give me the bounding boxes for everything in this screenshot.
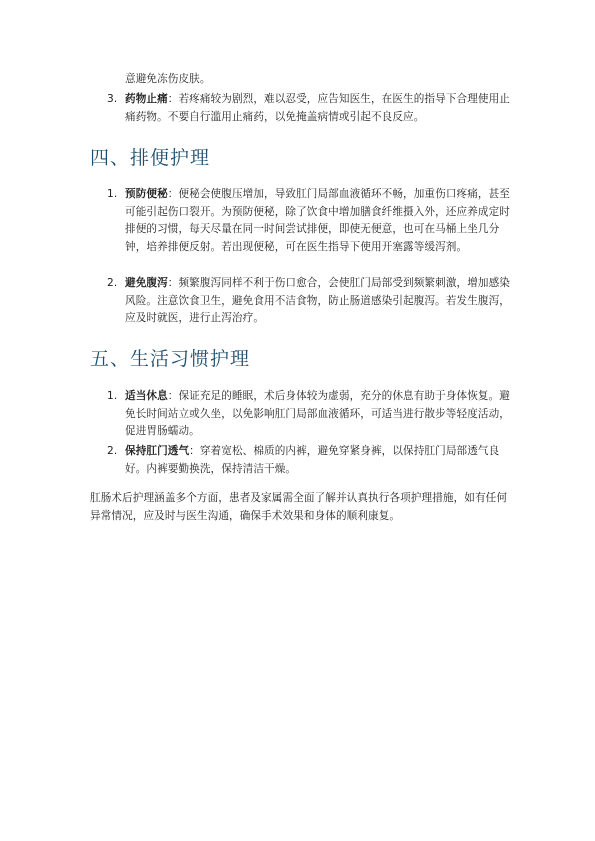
section-heading-bowel-care: 四、排便护理	[90, 147, 211, 169]
list-item-body	[125, 186, 515, 256]
list-number: 1.	[107, 390, 118, 402]
list-number: 3.	[107, 93, 118, 105]
list-item-text: ：若疼痛较为剧烈，难以忍受，应告知医生，在医生的指导下合理使用止痛药物。不要自行滥用止痛药，以免掩盖病情或引起不良反应。	[125, 93, 510, 123]
conclusion-paragraph: 肛肠术后护理涵盖多个方面，患者及家属需全面了解并认真执行各项护理措施，如有任何异常情况，应及时与医生沟通，确保手术效果和身体的顺利康复。	[90, 492, 508, 522]
list-item-term: 预防便秘	[125, 188, 168, 200]
list-item-term: 适当休息	[125, 390, 168, 402]
list-number: 2.	[107, 277, 118, 289]
list-item-body	[125, 275, 515, 328]
continued-line: 意避免冻伤皮肤。	[125, 73, 211, 85]
list-item-term: 保持肛门透气	[125, 445, 190, 457]
section-heading-lifestyle-care: 五、生活习惯护理	[90, 348, 251, 370]
list-item-term: 药物止痛	[125, 93, 168, 105]
list-item-body	[125, 91, 515, 126]
list-item-body	[125, 443, 515, 478]
list-item-term: 避免腹泻	[125, 277, 168, 289]
list-number: 2.	[107, 445, 118, 457]
list-item-text: ：穿着宽松、棉质的内裤，避免穿紧身裤，以保持肛门局部透气良好。内裤要勤换洗，保持清洁干燥。	[125, 445, 500, 475]
list-item-text: ：便秘会使腹压增加，导致肛门局部血液循环不畅，加重伤口疼痛，甚至可能引起伤口裂开。为预防便秘，除了饮食中增加膳食纤维摄入外，还应养成定时排便的习惯，每天尽量在同一时间尝试排便，即使无便意，也可在马桶上坐几分钟，培养排便反射。若出现便秘，可在医生指导下使用开塞露等缓泻剂。	[125, 188, 510, 253]
list-item-text: ：频繁腹泻同样不利于伤口愈合，会使肛门局部受到频繁刺激，增加感染风险。注意饮食卫生，避免食用不洁食物，防止肠道感染引起腹泻。若发生腹泻，应及时就医，进行止泻治疗。	[125, 277, 510, 324]
list-number: 1.	[107, 188, 118, 200]
list-item-body	[125, 388, 515, 441]
list-item-text: ：保证充足的睡眠，术后身体较为虚弱，充分的休息有助于身体恢复。避免长时间站立或久坐，以免影响肛门局部血液循环，可适当进行散步等轻度活动，促进胃肠蠕动。	[125, 390, 510, 437]
